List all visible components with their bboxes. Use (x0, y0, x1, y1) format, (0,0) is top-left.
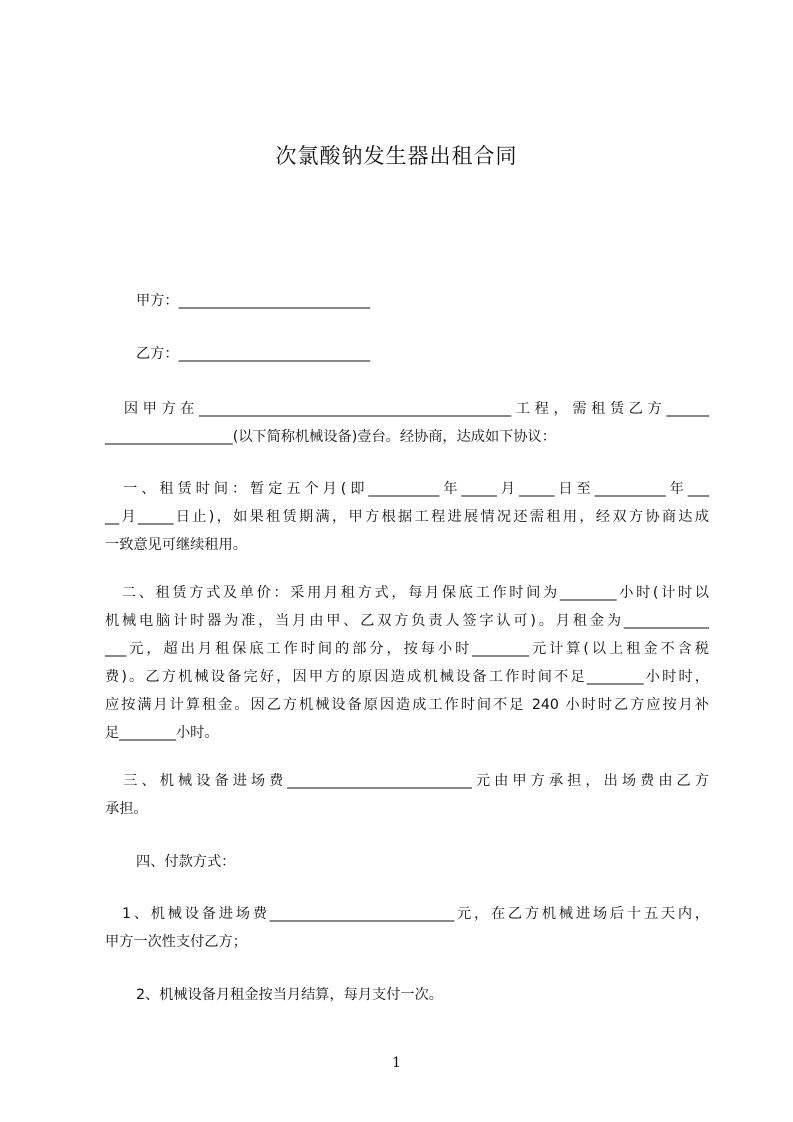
party-a-line: 甲方：___________________________ (136, 293, 371, 309)
clause-3-line-1: 三、机械设备进场费__________________________元由甲方承担，出场费由乙方 (105, 773, 709, 789)
page-title: 次氯酸钠发生器出租合同 (275, 144, 518, 168)
clause-1-line-2: __月_____日止)，如果租赁期满，甲方根据工程进展情况还需租用，经双方协商达成 (105, 509, 709, 525)
clause-3-line-2: 承担。 (105, 801, 148, 817)
page-number: 1 (392, 1055, 401, 1071)
clause-2-line-4: 费)。乙方机械设备完好，因甲方的原因造成机械设备工作时间不足________小时时， (105, 669, 709, 685)
clause-1-line-3: 一致意见可继续租用。 (105, 537, 247, 553)
clause-3-paragraph (105, 767, 709, 823)
intro-line-2: __________________(以下简称机械设备)壹台。经协商，达成如下协议： (105, 429, 556, 445)
clause-2-line-5: 应按满月计算租金。因乙方机械设备原因造成工作时间不足 240 小时时乙方应按月补 (105, 697, 709, 713)
clause-2-line-2: 机械电脑计时器为准，当月由甲、乙双方负责人签字认可)。月租金为____________ (105, 613, 709, 629)
clause-2-line-6: 足________小时。 (105, 725, 219, 741)
intro-paragraph (105, 395, 709, 451)
clause-2-line-1: 二、租赁方式及单价：采用月租方式，每月保底工作时间为________小时(计时以 (105, 585, 709, 601)
party-b-line: 乙方：___________________________ (136, 346, 371, 362)
clause-1-line-1: 一、租赁时间：暂定五个月(即__________年_____月_____日至__________年___ (105, 481, 709, 497)
clause-2-line-3: ___元，超出月租保底工作时间的部分，按每小时________元计算(以上租金不含税 (105, 641, 709, 657)
intro-line-1: 因甲方在____________________________________________工程，需租赁乙方______ (105, 401, 709, 417)
clause-2-paragraph (105, 579, 709, 747)
clause-1-paragraph (105, 475, 709, 559)
clause-4-item-1-line-1: 1、机械设备进场费__________________________元，在乙方机械进场后十五天内， (105, 906, 709, 922)
clause-4-item-1 (105, 900, 709, 956)
clause-4-item-2: 2、机械设备月租金按当月结算，每月支付一次。 (136, 987, 443, 1003)
clause-4-heading: 四、付款方式： (136, 854, 236, 870)
clause-4-item-1-line-2: 甲方一次性支付乙方； (105, 934, 247, 950)
